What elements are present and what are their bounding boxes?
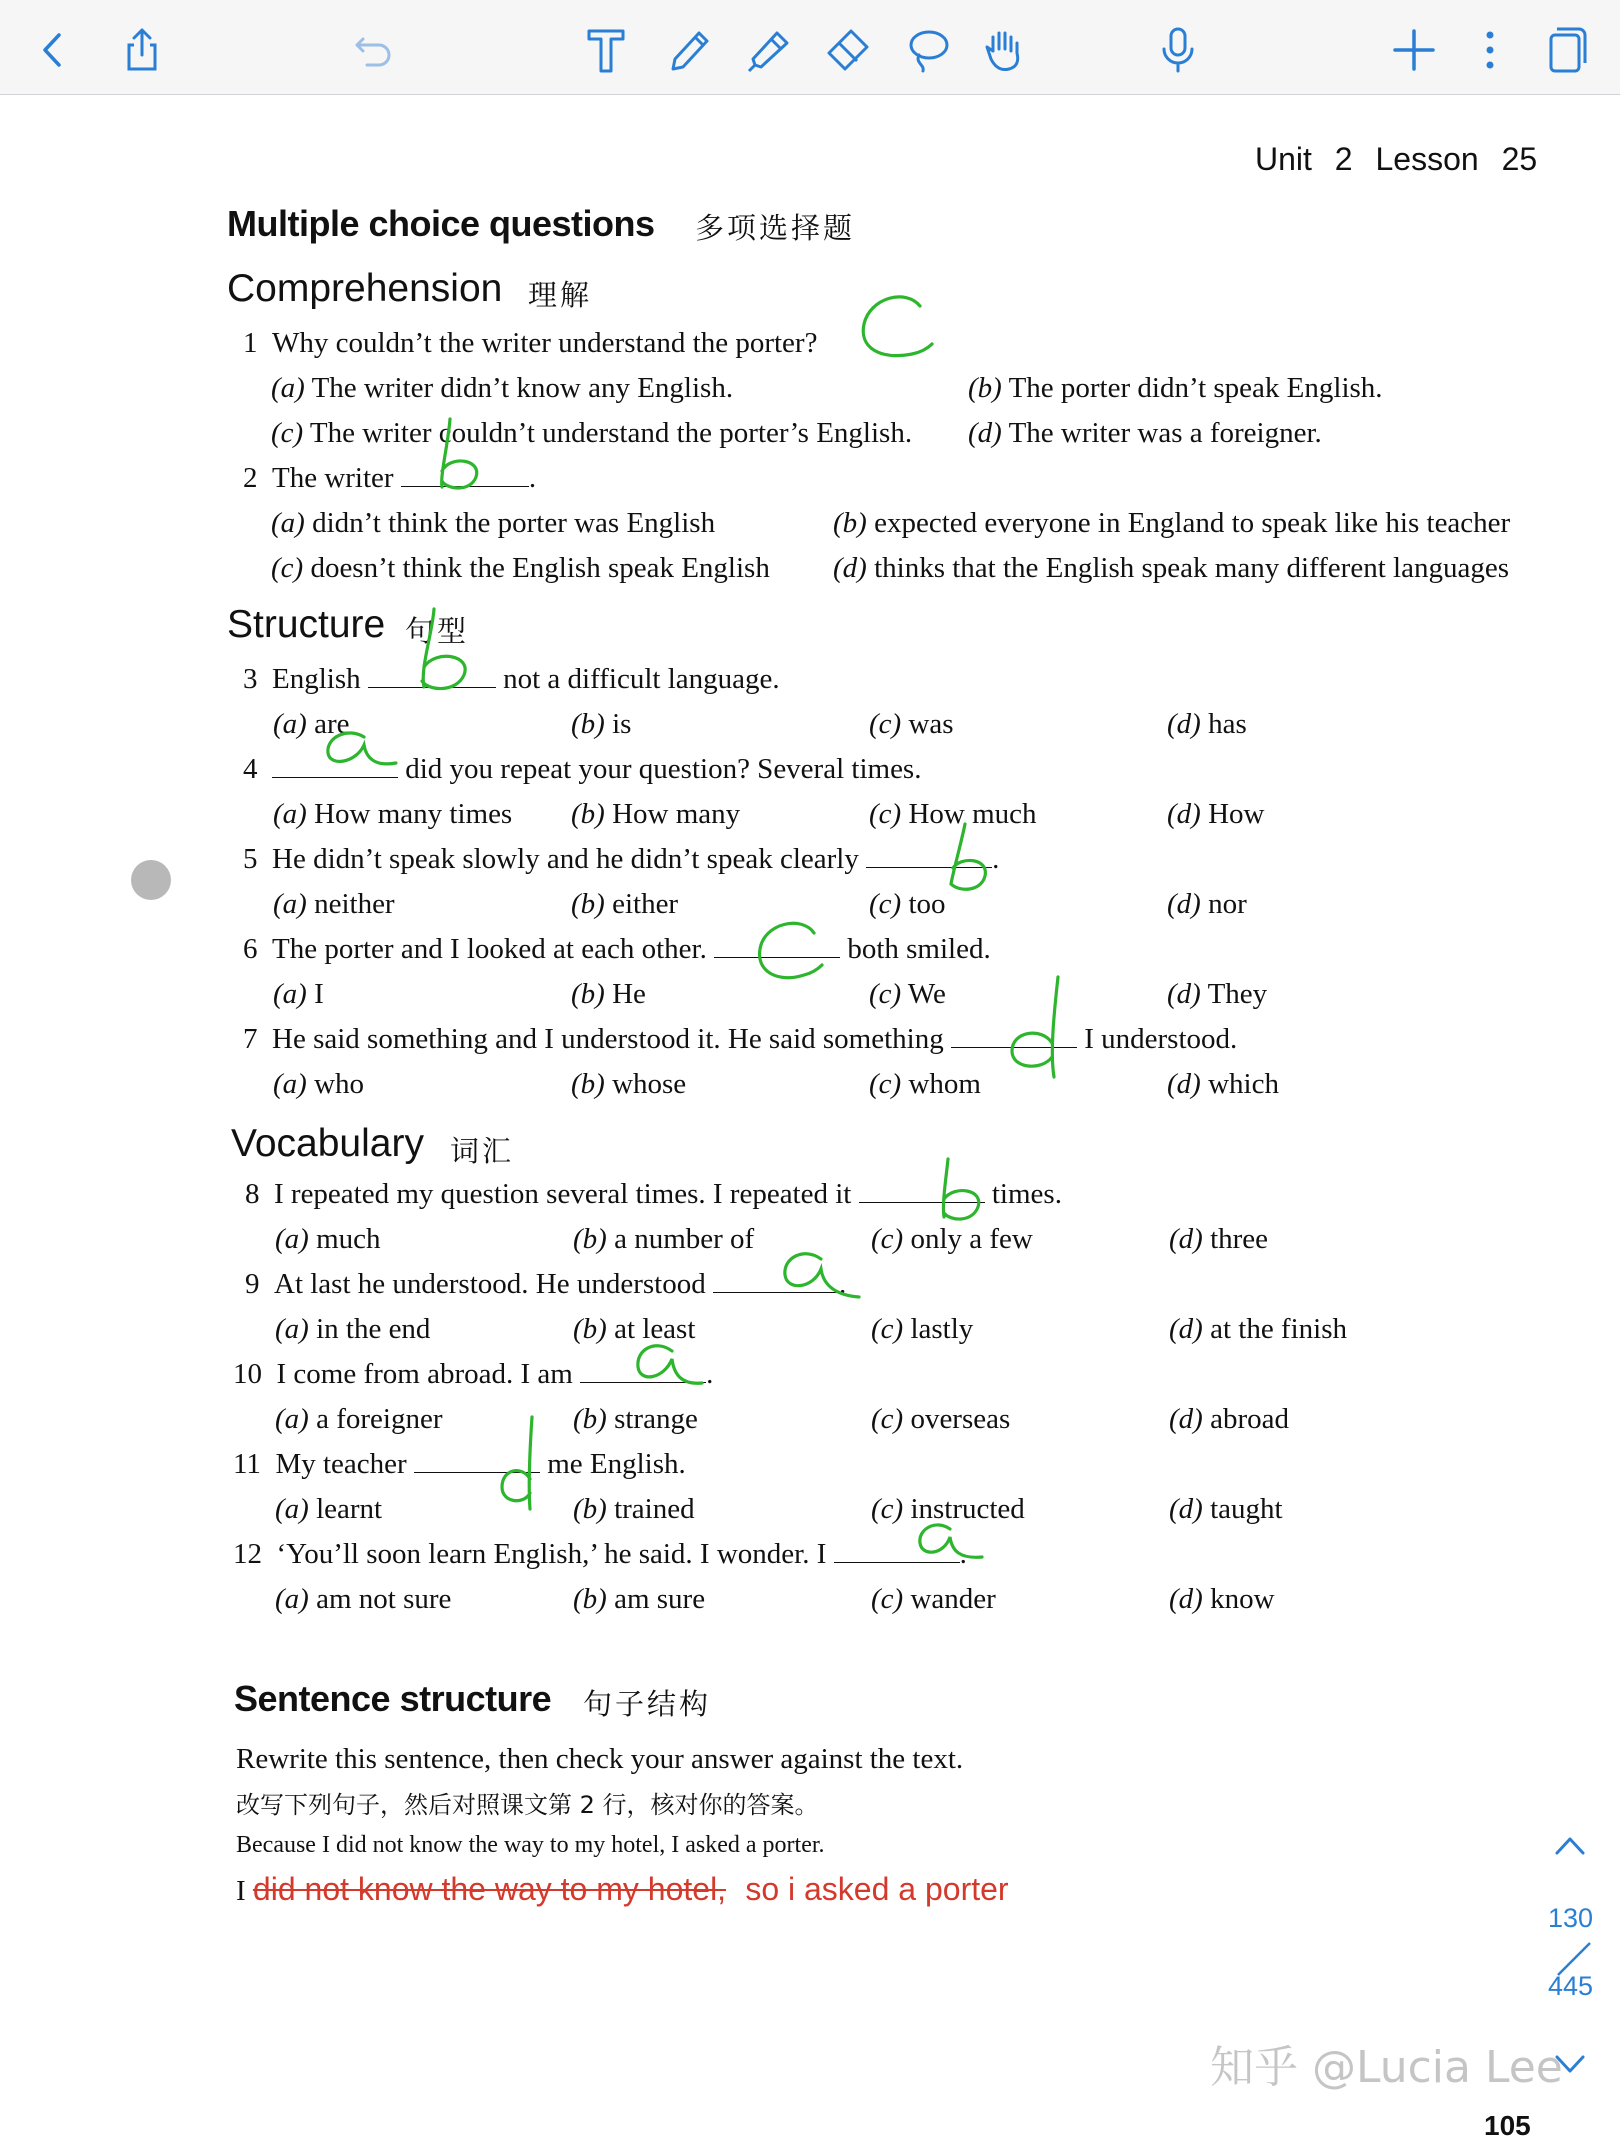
q6-option-a: (a) I <box>273 978 324 1010</box>
pages-icon[interactable] <box>1536 20 1596 80</box>
lasso-icon[interactable] <box>898 20 958 80</box>
q1-handwritten-answer-C <box>850 290 940 370</box>
q10-option-c: (c) overseas <box>871 1403 1011 1435</box>
q10-option-d: (d) abroad <box>1169 1403 1289 1435</box>
q7-option-b: (b) whose <box>571 1068 687 1100</box>
q2-option-b: (b) expected everyone in England to speak like his teacher <box>833 507 1511 539</box>
q4-option-b: (b) How many <box>571 798 741 830</box>
sentence-instruction: Rewrite this sentence, then check your answer against the text. <box>236 1743 964 1775</box>
q9-option-a: (a) in the end <box>275 1313 431 1345</box>
q12-option-d: (d) know <box>1169 1583 1275 1615</box>
q9-option-c: (c) lastly <box>871 1313 974 1345</box>
section-title-cn: 多项选择题 <box>695 211 856 245</box>
sentence-instruction-cn: 改写下列句子，然后对照课文第 2 行，核对你的答案。 <box>236 1791 819 1819</box>
q8-option-a: (a) much <box>275 1223 381 1255</box>
q11-option-a: (a) learnt <box>275 1493 383 1525</box>
hand-icon[interactable] <box>974 20 1034 80</box>
sentence-structure-heading: Sentence structure <box>234 1678 552 1719</box>
q4-option-d: (d) How <box>1167 798 1265 830</box>
q1-option-d: (d) The writer was a foreigner. <box>968 417 1322 449</box>
structure-heading-cn: 句型 <box>405 614 470 648</box>
q1-option-b: (b) The porter didn’t speak English. <box>968 372 1383 404</box>
q3-option-b: (b) is <box>571 708 632 740</box>
question-4: 4 did you repeat your question? Several times. <box>243 753 922 785</box>
question-7: 7 He said something and I understood it. He said something I understood. <box>243 1023 1238 1055</box>
footer-page-number: 105 <box>1484 2110 1531 2141</box>
unit-lesson-header: Unit 2 Lesson 25 <box>1255 141 1538 177</box>
add-icon[interactable] <box>1384 20 1444 80</box>
q11-option-c: (c) instructed <box>871 1493 1025 1525</box>
q7-option-d: (d) which <box>1167 1068 1279 1100</box>
question-11: 11 My teacher me English. <box>233 1448 686 1480</box>
sentence-answer <box>236 1871 1009 1908</box>
q3-option-d: (d) has <box>1167 708 1247 740</box>
undo-icon[interactable] <box>344 20 404 80</box>
section-title: Multiple choice questions <box>227 203 655 244</box>
q6-option-c: (c) We <box>869 978 946 1010</box>
text-tool-icon[interactable] <box>576 20 636 80</box>
more-icon[interactable] <box>1460 20 1520 80</box>
question-1: 1 Why couldn’t the writer understand the porter? <box>243 327 818 359</box>
page-current[interactable]: 130 <box>1548 1903 1594 1933</box>
q8-option-c: (c) only a few <box>871 1223 1033 1255</box>
q7-option-a: (a) who <box>273 1068 365 1100</box>
q11-option-b: (b) trained <box>573 1493 695 1525</box>
q12-option-a: (a) am not sure <box>275 1583 452 1615</box>
q2-option-d: (d) thinks that the English speak many different languages <box>833 552 1509 584</box>
page-total[interactable]: 445 <box>1548 1971 1594 2001</box>
document-page <box>0 95 1620 2141</box>
answer-struck-text: did not know the way to my hotel, <box>252 1871 727 1907</box>
highlighter-icon[interactable] <box>738 20 798 80</box>
back-icon[interactable] <box>22 20 82 80</box>
question-3: 3 English not a difficult language. <box>243 663 780 695</box>
structure-heading: Structure <box>227 603 386 646</box>
question-5: 5 He didn’t speak slowly and he didn’t speak clearly . <box>243 843 1000 875</box>
vocabulary-heading: Vocabulary <box>231 1122 424 1165</box>
q4-option-a: (a) How many times <box>273 798 513 830</box>
q12-option-c: (c) wander <box>871 1583 996 1615</box>
q11-option-d: (d) taught <box>1169 1493 1283 1525</box>
q3-option-a: (a) are <box>273 708 350 740</box>
sentence-structure-heading-cn: 句子结构 <box>583 1687 712 1721</box>
q10-option-a: (a) a foreigner <box>275 1403 443 1435</box>
q2-option-c: (c) doesn’t think the English speak English <box>271 552 770 584</box>
answer-handwritten-text: so i asked a porter <box>745 1871 1009 1907</box>
q6-option-b: (b) He <box>571 978 646 1010</box>
question-10: 10 I come from abroad. I am . <box>233 1358 714 1390</box>
question-12: 12 ‘You’ll soon learn English,’ he said. I wonder. I . <box>233 1538 967 1570</box>
q8-option-b: (b) a number of <box>573 1223 755 1255</box>
q5-option-d: (d) nor <box>1167 888 1247 920</box>
q1-option-a: (a) The writer didn’t know any English. <box>271 372 734 404</box>
q7-option-c: (c) whom <box>869 1068 981 1100</box>
vocabulary-heading-cn: 词汇 <box>450 1134 515 1168</box>
q4-option-c: (c) How much <box>869 798 1037 830</box>
q6-option-d: (d) They <box>1167 978 1268 1010</box>
q1-option-c: (c) The writer couldn’t understand the porter’s English. <box>271 417 913 449</box>
q9-option-d: (d) at the finish <box>1169 1313 1347 1345</box>
q5-option-a: (a) neither <box>273 888 395 920</box>
answer-prefix: I <box>236 1875 246 1907</box>
scroll-up-icon[interactable] <box>1553 1833 1587 1862</box>
toolbar <box>0 0 1620 95</box>
share-icon[interactable] <box>112 20 172 80</box>
microphone-icon[interactable] <box>1148 20 1208 80</box>
q3-option-c: (c) was <box>869 708 954 740</box>
comprehension-heading-cn: 理解 <box>528 278 593 312</box>
pen-icon[interactable] <box>658 20 718 80</box>
question-8: 8 I repeated my question several times. I repeated it times. <box>245 1178 1062 1210</box>
q5-option-b: (b) either <box>571 888 679 920</box>
comprehension-heading: Comprehension <box>227 267 503 310</box>
q8-option-d: (d) three <box>1169 1223 1269 1255</box>
q9-option-b: (b) at least <box>573 1313 696 1345</box>
q12-option-b: (b) am sure <box>573 1583 706 1615</box>
question-9: 9 At last he understood. He understood . <box>245 1268 847 1300</box>
question-6: 6 The porter and I looked at each other. both smiled. <box>243 933 991 965</box>
watermark: 知乎 @Lucia Lee <box>1210 2042 1563 2093</box>
q5-option-c: (c) too <box>869 888 946 920</box>
sentence-prompt: Because I did not know the way to my hotel, I asked a porter. <box>236 1832 825 1858</box>
q10-option-b: (b) strange <box>573 1403 698 1435</box>
q2-option-a: (a) didn’t think the porter was English <box>271 507 716 539</box>
question-2: 2 The writer . <box>243 462 537 494</box>
assistive-touch-button[interactable] <box>131 860 171 900</box>
eraser-icon[interactable] <box>818 20 878 80</box>
